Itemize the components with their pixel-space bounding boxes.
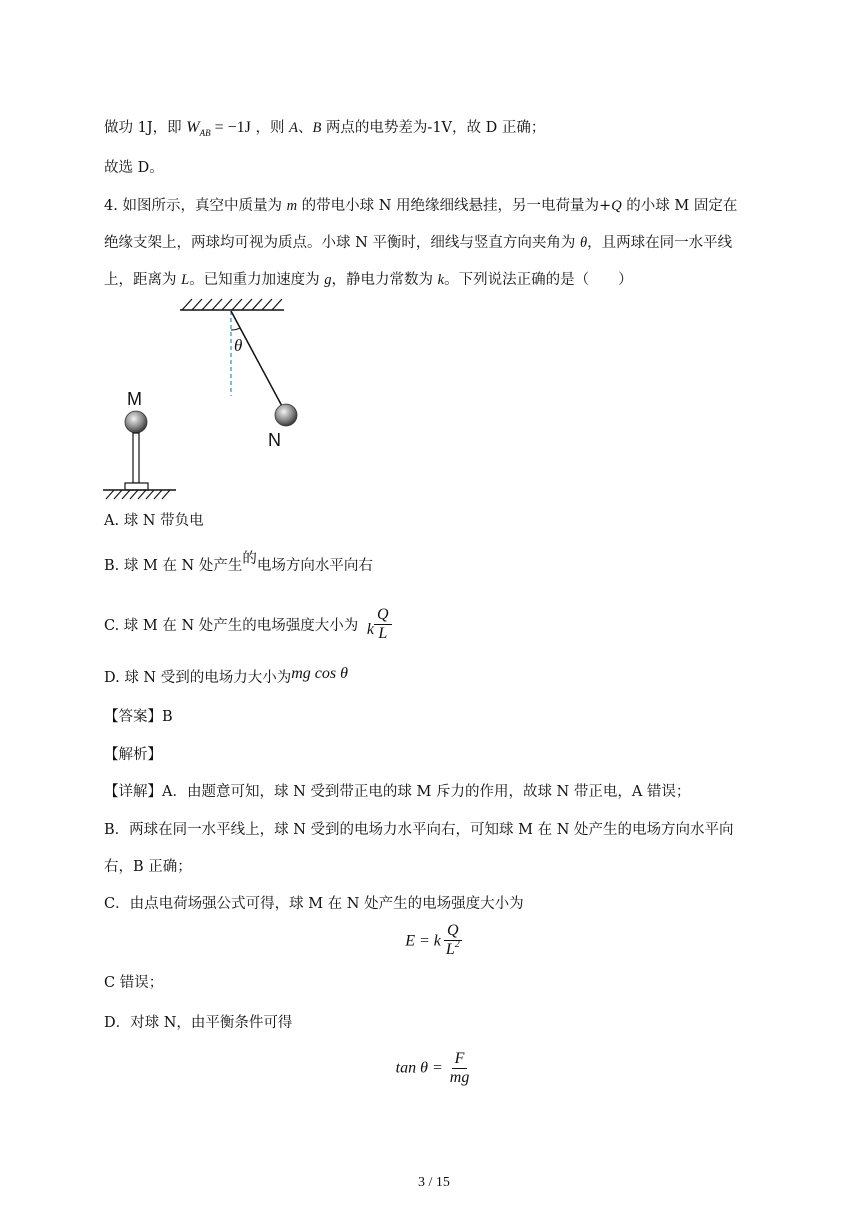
question-line-2	[104, 233, 732, 253]
option-d	[104, 665, 348, 688]
equation-e	[0, 922, 868, 961]
text-segment: D. 球 N 受到的电场力大小为	[104, 670, 292, 686]
detail-d: D．对球 N，由平衡条件可得	[104, 1015, 293, 1031]
detail-b-line-1: B．两球在同一水平线上，球 N 受到的电场力水平向右，可知球 M 在 N 处产生的电场方向水平向	[104, 822, 734, 838]
point-a: A	[289, 120, 298, 136]
var-m: m	[286, 198, 298, 214]
label-n: N	[268, 430, 281, 450]
text-segment: B. 球 M 在 N 处产生	[104, 558, 243, 574]
ball-m	[125, 411, 147, 433]
text-segment: 。下列说法正确的是（ ）	[444, 272, 633, 288]
text-segment: 电场方向水平向右	[256, 558, 373, 574]
question-line-1	[104, 196, 737, 216]
text-segment: 4. 如图所示，真空中质量为	[104, 198, 287, 214]
text-segment: 的带电小球 N 用绝缘细线悬挂，另一电荷量为+	[297, 198, 612, 214]
text-segment: 做功 1J，即	[104, 120, 182, 136]
text-segment: ，静电力常数为	[331, 272, 438, 288]
text-segment: ，则	[255, 120, 290, 136]
text-segment: 绝缘支架上，两球均可视为质点。小球 N 平衡时，细线与竖直方向夹角为	[104, 235, 581, 251]
formula-k: k	[366, 621, 374, 638]
pendulum-figure	[100, 296, 300, 501]
thread	[231, 311, 283, 408]
formula-w: $W_{AB}$	[186, 119, 211, 139]
detail-c-wrong: C 错误；	[104, 975, 164, 991]
text-segment: 两点的电势差为-1V，故 D 正确；	[321, 120, 546, 136]
fraction-q-over-l: $\frac{Q}{L}$	[374, 606, 392, 643]
text-segment: C. 球 M 在 N 处产生的电场强度大小为	[104, 618, 359, 634]
page-number: 3 / 15	[418, 1175, 450, 1190]
text-segment: ，且两球在同一水平线	[587, 235, 733, 251]
fraction-q-over-l2: $\frac{Q}{L^2}$	[445, 922, 460, 958]
text-segment: 、	[297, 120, 313, 136]
option-b	[104, 551, 373, 576]
theta-label: θ	[234, 336, 243, 355]
angle-arc	[231, 328, 240, 330]
analysis-heading: 【解析】	[104, 747, 162, 763]
option-a: A. 球 N 带负电	[104, 513, 204, 529]
fraction-f-over-mg: $\frac{F}{mg}$	[449, 1050, 470, 1086]
var-theta: θ	[580, 235, 588, 251]
detail-b-line-2: 右，B 正确；	[104, 859, 192, 875]
question-line-3	[104, 270, 633, 290]
option-c	[104, 602, 392, 642]
ball-n	[275, 404, 297, 426]
label-m: M	[127, 389, 142, 409]
text-segment: 。已知重力加速度为	[189, 272, 325, 288]
point-b: B	[312, 120, 322, 136]
text-segment: 上，距离为	[104, 272, 182, 288]
equation-tan	[0, 1050, 868, 1087]
formula-mg-cos-theta: mg cos θ	[291, 665, 348, 682]
equation-e-lhs: E = k	[405, 932, 441, 950]
ceiling	[180, 299, 284, 310]
var-q: Q	[611, 198, 622, 214]
text-segment: 的小球 M 固定在	[621, 198, 738, 214]
var-g: g	[324, 272, 332, 288]
detail-c: C．由点电荷场强公式可得，球 M 在 N 处产生的电场强度大小为	[104, 896, 524, 912]
top-line	[104, 118, 545, 143]
formula-rest: = −1J	[210, 119, 251, 136]
choose-line: 故选 D。	[104, 160, 164, 176]
text-segment: 的	[242, 551, 257, 567]
detail-a: 【详解】A．由题意可知，球 N 受到带正电的球 M 斥力的作用，故球 N 带正电，A 错误；	[104, 784, 691, 800]
insulating-stand	[103, 433, 176, 499]
var-k: k	[437, 272, 445, 288]
answer: 【答案】B	[104, 709, 173, 725]
var-l: L	[181, 272, 190, 288]
equation-tan-lhs: tan θ =	[395, 1059, 443, 1077]
